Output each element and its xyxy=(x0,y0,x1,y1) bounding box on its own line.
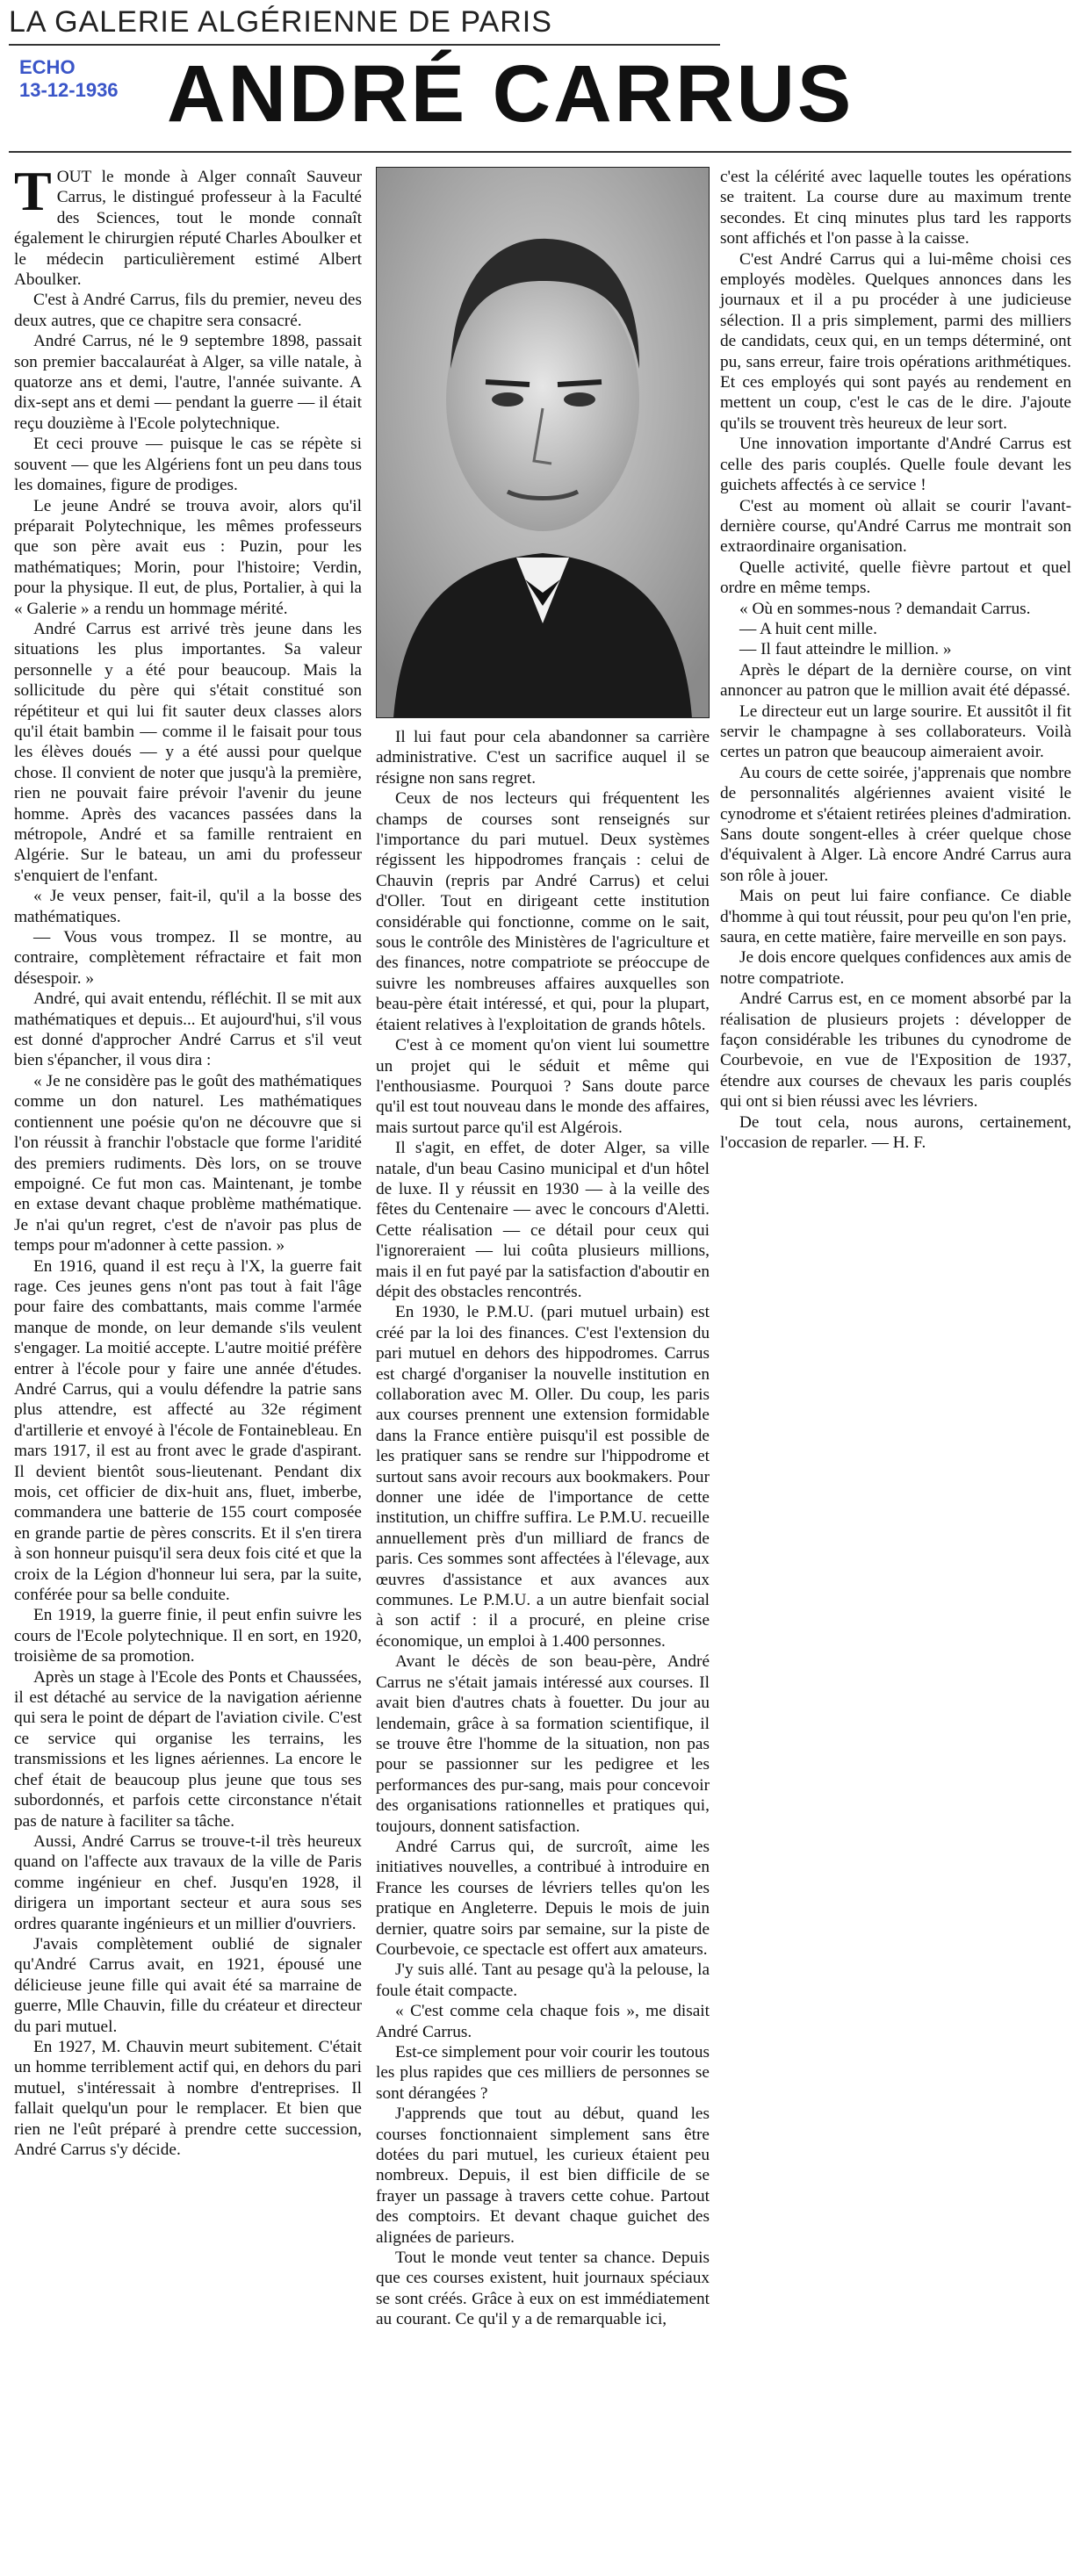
paragraph: Aussi, André Carrus se trouve-t-il très heureux quand on l'affecte aux travaux de la ville de Paris comme ingénieur en chef. Jusqu'en 1928, il dirigera un important secteur et aura sous ses ordres quarante ingénieurs et un millier d'ouvriers. xyxy=(14,1831,362,1933)
paragraph: André Carrus qui, de surcroît, aime les initiatives nouvelles, a contribué à introduire en France les courses de lévriers telles qu'on les pratique en Angleterre. Depuis le mois de juin dernier, quatre soirs par semaine, sur la piste de Courbevoie, ce spectacle est offert aux amateurs. xyxy=(376,1837,710,1959)
paragraph: Avant le décès de son beau-père, André Carrus ne s'était jamais intéressé aux courses. Il avait bien d'autres chats à fouetter. Du jour au lendemain, grâce à sa formation scientifique, il se trouve être l'homme de la situation, non pas pour se passionner sur les pedigree et les performances des pur-sang, mais pour concevoir des organisations rationnelles et pratiques qui, toujours, donnent satisfaction. xyxy=(376,1652,710,1836)
article-title: ANDRÉ CARRUS xyxy=(167,49,854,139)
column-2 xyxy=(376,167,710,2330)
paragraph: De tout cela, nous aurons, certainement, l'occasion de reparler. — H. F. xyxy=(720,1112,1071,1153)
paragraph: André Carrus est, en ce moment absorbé par la réalisation de plusieurs projets : développer de façon considérable les tribunes du cynodrome de Courbevoie, en vue de l'Exposition de 1937, étendre aux courses de chevaux les paris couplés qui ont si bien réussi avec les lévriers. xyxy=(720,989,1071,1112)
title-rule xyxy=(9,151,1071,153)
paragraph: Il s'agit, en effet, de doter Alger, sa ville natale, d'un beau Casino municipal et d'un hôtel de luxe. Il y réussit en 1930 — à la veille des fêtes du Centenaire — avec le concours d'Aletti. Cette réalisation — ce détail pour ceux qui l'ignoreraient — lui coûta plusieurs millions, mais il en fut payé par la satisfaction d'aboutir en dépit des obstacles rencontrés. xyxy=(376,1139,710,1301)
paragraph: Tout le monde veut tenter sa chance. Depuis que ces courses existent, huit journaux spéciaux se sont créés. Grâce à eux on est immédiatement au courant. Ce qu'il y a de remarquable ici, xyxy=(376,2249,710,2329)
paragraph: C'est au moment où allait se courir l'avant-dernière course, qu'André Carrus me montrait son extraordinaire organisation. xyxy=(720,496,1071,557)
source-date: 13-12-1936 xyxy=(19,79,119,101)
source-stamp xyxy=(19,56,119,102)
paragraph: Après le départ de la dernière course, on vint annoncer au patron que le million avait été dépassé. xyxy=(720,660,1071,701)
paragraph: Je dois encore quelques confidences aux amis de notre compatriote. xyxy=(720,948,1071,988)
paragraph: J'apprends que tout au début, quand les courses fonctionnaient simplement sans être dotées du pari mutuel, les curieux étaient peu nombreux. Depuis, il est bien difficile de se frayer un passage à travers cette cohue. Partout des comptoirs. Et devant chaque guichet des alignées de parieurs. xyxy=(376,2105,710,2247)
paragraph: En 1927, M. Chauvin meurt subitement. C'était un homme terriblement actif qui, en dehors du pari mutuel, s'intéressait à nombre d'entreprises. Il fallait quelqu'un pour le remplacer. Et bien que rien ne l'eût préparé à prendre cette succession, André Carrus s'y décide. xyxy=(14,2037,362,2159)
paragraph: Après un stage à l'Ecole des Ponts et Chaussées, il est détaché au service de la navigation aérienne qui sera le point de départ de l'aviation civile. C'est ce service qui organise les terrains, les transmissions et les lignes aériennes. La encore le chef était de beaucoup plus jeune que tous ses subordonnés, et parfois cette circonstance n'était pas de nature à faciliter sa tâche. xyxy=(14,1667,362,1831)
paragraph: André Carrus, né le 9 septembre 1898, passait son premier baccalauréat à Alger, sa ville natale, à quatorze ans et demi, l'autre, l'année suivante. A dix-sept ans et demi — pendant la guerre — il était reçu douzième à l'Ecole polytechnique. xyxy=(14,332,362,433)
paragraph: — Vous vous trompez. Il se montre, au contraire, complètement réfractaire et fait mon désespoir. » xyxy=(14,928,362,988)
paragraph: « Je ne considère pas le goût des mathématiques comme un don naturel. Les mathématiques contiennent une poésie qu'on ne découvre que si l'on réussit à franchir l'obstacle que forme l'aridité des premiers rudiments. Dès lors, on se trouve empoigné. Ce fut mon cas. Maintenant, je tombe en extase devant chaque problème mathématique. Je n'ai qu'un regret, c'est de n'avoir pas plus de temps pour m'adonner à cette passion. » xyxy=(14,1071,362,1256)
paragraph: Mais on peut lui faire confiance. Ce diable d'homme à qui tout réussit, pour peu qu'on l'en prie, saura, en cette matière, faire merveille en son pays. xyxy=(720,887,1071,947)
paragraph: C'est André Carrus qui a lui-même choisi ces employés modèles. Quelques annonces dans les journaux et il a pu procéder à une judicieuse sélection. Il a pris simplement, parmi des milliers de candidats, ceux qui, en un temps déterminé, ont pu, sans erreur, faire trois opérations arithmétiques. Et ces employés qui sont payés au rendement en mettent un coup, c'est le cas de le dire. J'ajoute qu'ils se trouvent très heureux de leur sort. xyxy=(720,249,1071,433)
paragraph: TOUT le monde à Alger connaît Sauveur Carrus, le distingué professeur à la Faculté des Sciences, tout le monde connaît également le chirurgien réputé Charles Aboulker et le médecin particulièrement estimé Albert Aboulker. xyxy=(14,160,362,290)
paragraph: Le jeune André se trouva avoir, alors qu'il préparait Polytechnique, les mêmes professeurs que son père avait eus : Puzin, pour les mathématiques; Morin, pour l'histoire; Verdin, pour la physique. Il eut, de plus, Portalier, à qui la « Galerie » a rendu un hommage mérité. xyxy=(14,496,362,618)
paragraph: Une innovation importante d'André Carrus est celle des paris couplés. Quelle foule devant les guichets affectés à ce service ! xyxy=(720,435,1071,495)
portrait-photo xyxy=(376,167,710,718)
column-3 xyxy=(720,167,1071,1154)
source-name: ECHO xyxy=(19,56,76,78)
column-1 xyxy=(14,160,362,2160)
paragraph: Est-ce simplement pour voir courir les toutous les plus rapides que ces milliers de personnes se sont dérangées ? xyxy=(376,2043,710,2103)
paragraph: Et ceci prouve — puisque le cas se répète si souvent — que les Algériens font un peu dans tous les domaines, figure de prodiges. xyxy=(14,435,362,495)
paragraph: J'y suis allé. Tant au pesage qu'à la pelouse, la foule était compacte. xyxy=(376,1961,710,2000)
paragraph: Le directeur eut un large sourire. Et aussitôt il fit servir le champagne à ses collaborateurs. Voilà certes un patron que beaucoup aimeraient avoir. xyxy=(720,702,1071,762)
paragraph: Au cours de cette soirée, j'apprenais que nombre de personnalités algériennes avaient visité le cynodrome et s'étaient retirées pleines d'admiration. Sans doute songent-elles à créer quelque chose d'équivalent à Alger. Là encore André Carrus aura son rôle à jouer. xyxy=(720,763,1071,885)
paragraph: C'est à ce moment qu'on vient lui soumettre un projet qui le séduit et même qui l'enthousiasme. Pourquoi ? Sans doute parce qu'il est tout nouveau dans le monde des affaires, mais surtout parce qu'il est Algérois. xyxy=(376,1036,710,1137)
series-header: LA GALERIE ALGÉRIENNE DE PARIS xyxy=(9,5,552,39)
paragraph: — Il faut atteindre le million. » xyxy=(739,640,952,659)
paragraph: J'avais complètement oublié de signaler qu'André Carrus avait, en 1921, épousé une délicieuse jeune fille qui avait été sa marraine de guerre, Mlle Chauvin, fille du créateur et directeur du pari mutuel. xyxy=(14,1934,362,2036)
paragraph: Il lui faut pour cela abandonner sa carrière administrative. C'est un sacrifice auquel il se résigne non sans regret. xyxy=(376,728,710,788)
paragraph: André, qui avait entendu, réfléchit. Il se mit aux mathématiques et depuis... Et aujourd'hui, s'il vous est donné d'approcher André Carrus et s'il veut bien s'épancher, il vous dira : xyxy=(14,989,362,1070)
paragraph: « Où en sommes-nous ? demandait Carrus. xyxy=(739,599,1031,618)
paragraph: En 1930, le P.M.U. (pari mutuel urbain) est créé par la loi des finances. C'est l'extension du pari mutuel en dehors des hippodromes. Carrus est chargé d'organiser la nouvelle institution en collaboration avec M. Oller. Du coup, les paris aux courses prennent une extension formidable dans la France entière puisqu'il est possible de les pratiquer sans se rendre sur l'hippodrome et surtout sans avoir recours aux bookmakers. Pour donner une idée de l'importance de cette institution, un chiffre suffira. Le P.M.U. recueille annuellement près d'un milliard de francs de paris. Ces sommes sont affectées à l'élevage, aux œuvres d'assistance et aux avances aux communes. Le P.M.U. a un autre bienfait social à son actif : il a procuré, en pleine crise économique, un emploi à 1.400 personnes. xyxy=(376,1303,710,1651)
paragraph: « Je veux penser, fait-il, qu'il a la bosse des mathématiques. xyxy=(14,887,362,926)
paragraph: Quelle activité, quelle fièvre partout et quel ordre en même temps. xyxy=(720,558,1071,598)
drop-cap: T xyxy=(14,160,52,222)
paragraph: « C'est comme cela chaque fois », me disait André Carrus. xyxy=(376,2002,710,2041)
paragraph: c'est la célérité avec laquelle toutes les opérations se traitent. La course dure au maximum trente secondes. Et cinq minutes plus tard les rapports sont affichés et l'on passe à la caisse. xyxy=(720,168,1071,248)
paragraph: En 1916, quand il est reçu à l'X, la guerre fait rage. Ces jeunes gens n'ont pas tout à fait l'âge pour faire des combattants, mais comme l'armée manque de monde, on leur demande s'ils veulent s'engager. La moitié accepte. L'autre moitié préfère entrer à l'école pour y faire une année d'études. André Carrus, qui a voulu défendre la patrie sans plus attendre, est affecté au 32e régiment d'artillerie et envoyé à l'école de Fontainebleau. En mars 1917, il est au front avec le grade d'aspirant. Il devient bientôt sous-lieutenant. Pendant dix mois, cet officier de dix-huit ans, fluet, imberbe, commandera une batterie de 155 court composée en grande partie de pères conscrits. Et il s'en tirera à son honneur puisqu'il sera deux fois cité et que la croix de la Légion d'honneur lui sera, par la suite, conférée pour sa belle conduite. xyxy=(14,1256,362,1605)
paragraph: En 1919, la guerre finie, il peut enfin suivre les cours de l'Ecole polytechnique. Il en sort, en 1920, troisième de sa promotion. xyxy=(14,1606,362,1666)
paragraph: Ceux de nos lecteurs qui fréquentent les champs de courses sont renseignés sur l'importance du pari mutuel. Deux systèmes régissent les hippodromes français : celui de Chauvin (repris par André Carrus) et celui d'Oller. Tout en dirigeant cette institution considérable qui fonctionne, comme on le sait, sous le contrôle des Ministères de l'agriculture et des finances, notre compatriote se préoccupe de suivre les nombreuses affaires auxquelles son beau-père était intéressé, et qui, pour la plupart, étaient relatives à l'exploitation de grands hôtels. xyxy=(376,789,710,1034)
paragraph: — A huit cent mille. xyxy=(739,619,877,638)
paragraph: André Carrus est arrivé très jeune dans les situations les plus importantes. Sa valeur personnelle y a été pour beaucoup. Mais la sollicitude du père qui s'était constitué son répétiteur et qui lui fit sauter deux classes alors qu'il était bambin — comme il le faisait pour tous les élèves doués — y a été aussi pour quelque chose. Il convient de noter que jusqu'à la première, rien ne pouvait faire prévoir l'avenir du jeune homme. Après des vacances passées dans la métropole, André et sa famille rentraient en Algérie. Sur le bateau, un ami du professeur s'enquiert de l'enfant. xyxy=(14,619,362,885)
paragraph: C'est à André Carrus, fils du premier, neveu des deux autres, que ce chapitre sera consacré. xyxy=(14,291,362,330)
